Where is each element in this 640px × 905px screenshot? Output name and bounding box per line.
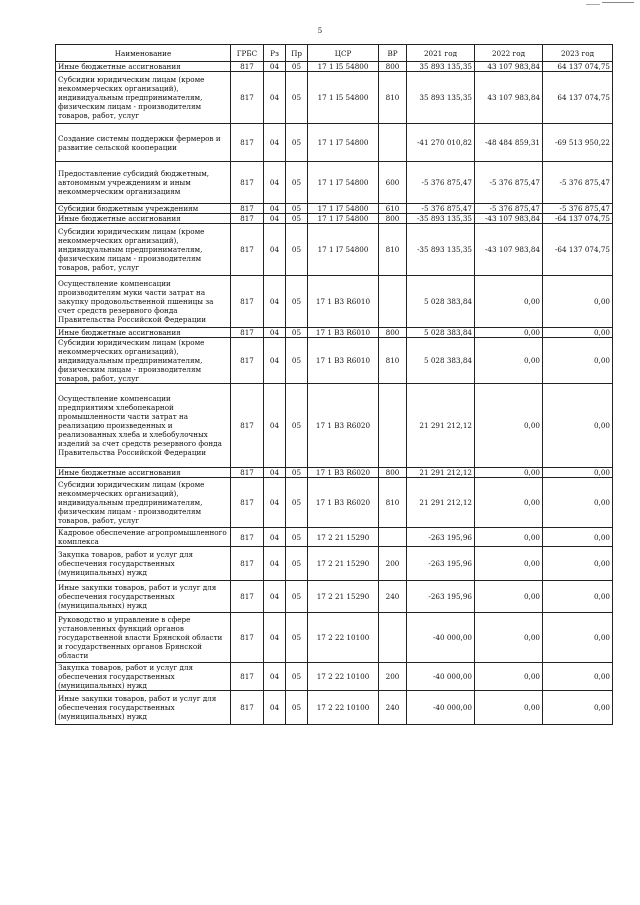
table-row (56, 581, 613, 613)
cell-y2023: 0,00 (543, 384, 613, 468)
cell-y2023: -64 137 074,75 (543, 214, 613, 224)
cell-rz: 04 (264, 613, 286, 663)
cell-y2023: 0,00 (543, 613, 613, 663)
cell-name: Субсидии бюджетным учреждениям (56, 204, 231, 214)
cell-csr: 17 2 21 15290 (308, 547, 379, 581)
table-row (56, 384, 613, 468)
cell-pr: 05 (286, 224, 308, 276)
table-row (56, 214, 613, 224)
cell-y2022: 0,00 (475, 528, 543, 547)
cell-y2023: 0,00 (543, 468, 613, 478)
cell-vr (379, 528, 407, 547)
col-header-2021: 2021 год (407, 45, 475, 62)
cell-y2021: 35 893 135,35 (407, 62, 475, 72)
cell-vr (379, 276, 407, 328)
cell-csr: 17 2 21 15290 (308, 581, 379, 613)
cell-grbs: 817 (231, 478, 264, 528)
cell-y2022: 0,00 (475, 581, 543, 613)
table-row (56, 328, 613, 338)
cell-y2022: 0,00 (475, 384, 543, 468)
cell-y2022: 0,00 (475, 338, 543, 384)
cell-vr: 810 (379, 224, 407, 276)
cell-rz: 04 (264, 468, 286, 478)
cell-y2021: -5 376 875,47 (407, 162, 475, 204)
cell-name: Иные закупки товаров, работ и услуг для обеспечения государственных (муниципальных) нужд (56, 691, 231, 725)
cell-y2023: 0,00 (543, 338, 613, 384)
cell-y2022: 0,00 (475, 328, 543, 338)
cell-vr: 200 (379, 663, 407, 691)
cell-y2021: 5 028 383,84 (407, 338, 475, 384)
cell-name: Закупка товаров, работ и услуг для обеспечения государственных (муниципальных) нужд (56, 663, 231, 691)
table-row (56, 528, 613, 547)
cell-y2021: -35 893 135,35 (407, 224, 475, 276)
cell-y2023: 0,00 (543, 276, 613, 328)
cell-rz: 04 (264, 663, 286, 691)
cell-csr: 17 1 I7 54800 (308, 162, 379, 204)
cell-name: Создание системы поддержки фермеров и развитие сельской кооперации (56, 124, 231, 162)
cell-pr: 05 (286, 547, 308, 581)
cell-y2023: 0,00 (543, 691, 613, 725)
cell-y2022: 43 107 983,84 (475, 72, 543, 124)
cell-csr: 17 1 В3 R6020 (308, 468, 379, 478)
table-row (56, 338, 613, 384)
cell-rz: 04 (264, 478, 286, 528)
cell-y2023: -5 376 875,47 (543, 204, 613, 214)
table-header-row (56, 45, 613, 62)
table-row (56, 162, 613, 204)
table-row (56, 276, 613, 328)
budget-table (55, 44, 613, 725)
cell-grbs: 817 (231, 338, 264, 384)
cell-rz: 04 (264, 214, 286, 224)
cell-vr: 800 (379, 328, 407, 338)
cell-grbs: 817 (231, 468, 264, 478)
cell-y2022: 0,00 (475, 691, 543, 725)
cell-csr: 17 1 В3 R6010 (308, 276, 379, 328)
cell-grbs: 817 (231, 204, 264, 214)
cell-csr: 17 1 I7 54800 (308, 204, 379, 214)
cell-csr: 17 2 21 15290 (308, 528, 379, 547)
cell-csr: 17 1 В3 R6010 (308, 328, 379, 338)
table-row (56, 204, 613, 214)
cell-rz: 04 (264, 204, 286, 214)
col-header-vr: ВР (379, 45, 407, 62)
cell-y2023: 0,00 (543, 528, 613, 547)
cell-name: Предоставление субсидий бюджетным, автономным учреждениям и иным некоммерческим организациям (56, 162, 231, 204)
cell-csr: 17 1 В3 R6020 (308, 384, 379, 468)
cell-y2023: 0,00 (543, 547, 613, 581)
cell-y2022: 43 107 983,84 (475, 62, 543, 72)
cell-y2023: 0,00 (543, 663, 613, 691)
cell-rz: 04 (264, 528, 286, 547)
cell-y2022: -48 484 859,31 (475, 124, 543, 162)
cell-y2021: -5 376 875,47 (407, 204, 475, 214)
scan-mark (586, 4, 600, 5)
table-row (56, 478, 613, 528)
table-row (56, 663, 613, 691)
cell-y2021: -40 000,00 (407, 613, 475, 663)
cell-rz: 04 (264, 276, 286, 328)
cell-pr: 05 (286, 468, 308, 478)
cell-grbs: 817 (231, 528, 264, 547)
cell-vr (379, 124, 407, 162)
cell-vr: 810 (379, 72, 407, 124)
cell-rz: 04 (264, 581, 286, 613)
cell-vr: 200 (379, 547, 407, 581)
cell-grbs: 817 (231, 328, 264, 338)
cell-grbs: 817 (231, 72, 264, 124)
cell-name: Осуществление компенсации предприятиям хлебопекарной промышленности части затрат на реализацию произведенных и реализованных хлеба и хлебобулочных изделий за счет средств резервного фонда Правительства Российской Федерации (56, 384, 231, 468)
cell-grbs: 817 (231, 62, 264, 72)
table-row (56, 124, 613, 162)
cell-rz: 04 (264, 328, 286, 338)
cell-grbs: 817 (231, 224, 264, 276)
cell-pr: 05 (286, 276, 308, 328)
cell-vr: 240 (379, 691, 407, 725)
cell-pr: 05 (286, 162, 308, 204)
cell-rz: 04 (264, 72, 286, 124)
cell-grbs: 817 (231, 613, 264, 663)
cell-rz: 04 (264, 224, 286, 276)
cell-csr: 17 1 I5 54800 (308, 72, 379, 124)
cell-y2021: -41 270 010,82 (407, 124, 475, 162)
table-row (56, 547, 613, 581)
cell-vr: 800 (379, 468, 407, 478)
cell-y2021: -40 000,00 (407, 691, 475, 725)
cell-name: Субсидии юридическим лицам (кроме некоммерческих организаций), индивидуальным предпринимателям, физическим лицам - производителям товаров, работ, услуг (56, 224, 231, 276)
col-header-2023: 2023 год (543, 45, 613, 62)
cell-name: Иные бюджетные ассигнования (56, 468, 231, 478)
cell-pr: 05 (286, 384, 308, 468)
table-row (56, 613, 613, 663)
cell-grbs: 817 (231, 162, 264, 204)
cell-y2023: -69 513 950,22 (543, 124, 613, 162)
cell-y2023: 64 137 074,75 (543, 72, 613, 124)
cell-grbs: 817 (231, 124, 264, 162)
table-row (56, 62, 613, 72)
cell-csr: 17 1 I7 54800 (308, 224, 379, 276)
cell-pr: 05 (286, 328, 308, 338)
col-header-pr: Пр (286, 45, 308, 62)
cell-y2023: 64 137 074,75 (543, 62, 613, 72)
cell-pr: 05 (286, 478, 308, 528)
cell-y2021: 21 291 212,12 (407, 384, 475, 468)
cell-csr: 17 2 22 10100 (308, 691, 379, 725)
cell-csr: 17 1 I7 54800 (308, 124, 379, 162)
col-header-2022: 2022 год (475, 45, 543, 62)
cell-pr: 05 (286, 62, 308, 72)
cell-grbs: 817 (231, 691, 264, 725)
table-row (56, 72, 613, 124)
cell-csr: 17 2 22 10100 (308, 613, 379, 663)
cell-y2022: 0,00 (475, 478, 543, 528)
cell-vr: 810 (379, 338, 407, 384)
cell-name: Закупка товаров, работ и услуг для обеспечения государственных (муниципальных) нужд (56, 547, 231, 581)
col-header-grbs: ГРБС (231, 45, 264, 62)
cell-vr (379, 384, 407, 468)
cell-name: Иные бюджетные ассигнования (56, 62, 231, 72)
cell-vr: 610 (379, 204, 407, 214)
cell-y2022: -5 376 875,47 (475, 204, 543, 214)
table-row (56, 224, 613, 276)
col-header-rz: Рз (264, 45, 286, 62)
cell-grbs: 817 (231, 663, 264, 691)
cell-grbs: 817 (231, 581, 264, 613)
cell-name: Кадровое обеспечение агропромышленного комплекса (56, 528, 231, 547)
cell-pr: 05 (286, 72, 308, 124)
cell-vr: 240 (379, 581, 407, 613)
cell-name: Иные бюджетные ассигнования (56, 328, 231, 338)
cell-name: Иные закупки товаров, работ и услуг для обеспечения государственных (муниципальных) нужд (56, 581, 231, 613)
cell-y2021: -263 195,96 (407, 528, 475, 547)
cell-y2022: 0,00 (475, 547, 543, 581)
cell-csr: 17 1 В3 R6020 (308, 478, 379, 528)
cell-grbs: 817 (231, 547, 264, 581)
cell-name: Иные бюджетные ассигнования (56, 214, 231, 224)
cell-grbs: 817 (231, 384, 264, 468)
cell-y2023: 0,00 (543, 581, 613, 613)
cell-y2022: 0,00 (475, 468, 543, 478)
cell-rz: 04 (264, 691, 286, 725)
cell-rz: 04 (264, 162, 286, 204)
col-header-name: Наименование (56, 45, 231, 62)
cell-y2023: -64 137 074,75 (543, 224, 613, 276)
cell-name: Субсидии юридическим лицам (кроме некоммерческих организаций), индивидуальным предпринимателям, физическим лицам - производителям товаров, работ, услуг (56, 338, 231, 384)
cell-grbs: 817 (231, 214, 264, 224)
cell-y2022: 0,00 (475, 663, 543, 691)
cell-name: Осуществление компенсации производителям муки части затрат на закупку продовольственной пшеницы за счет средств резервного фонда Правительства Российской Федерации (56, 276, 231, 328)
cell-y2021: -263 195,96 (407, 581, 475, 613)
cell-y2022: -43 107 983,84 (475, 214, 543, 224)
cell-y2021: 21 291 212,12 (407, 468, 475, 478)
cell-y2021: 21 291 212,12 (407, 478, 475, 528)
cell-y2023: -5 376 875,47 (543, 162, 613, 204)
cell-rz: 04 (264, 384, 286, 468)
cell-pr: 05 (286, 528, 308, 547)
cell-y2022: -5 376 875,47 (475, 162, 543, 204)
cell-pr: 05 (286, 214, 308, 224)
cell-pr: 05 (286, 613, 308, 663)
cell-rz: 04 (264, 124, 286, 162)
cell-pr: 05 (286, 663, 308, 691)
table-row (56, 691, 613, 725)
cell-y2021: 5 028 383,84 (407, 328, 475, 338)
cell-vr: 600 (379, 162, 407, 204)
page-number: 5 (317, 27, 323, 35)
cell-csr: 17 1 I5 54800 (308, 62, 379, 72)
cell-vr: 800 (379, 214, 407, 224)
cell-csr: 17 1 I7 54800 (308, 214, 379, 224)
cell-pr: 05 (286, 338, 308, 384)
cell-y2021: -40 000,00 (407, 663, 475, 691)
cell-grbs: 817 (231, 276, 264, 328)
scan-mark (602, 2, 634, 3)
col-header-csr: ЦСР (308, 45, 379, 62)
cell-pr: 05 (286, 204, 308, 214)
cell-name: Субсидии юридическим лицам (кроме некоммерческих организаций), индивидуальным предпринимателям, физическим лицам - производителям товаров, работ, услуг (56, 72, 231, 124)
cell-vr (379, 613, 407, 663)
cell-pr: 05 (286, 124, 308, 162)
cell-rz: 04 (264, 338, 286, 384)
cell-y2022: 0,00 (475, 276, 543, 328)
cell-pr: 05 (286, 581, 308, 613)
cell-y2022: 0,00 (475, 613, 543, 663)
cell-vr: 800 (379, 62, 407, 72)
cell-y2021: -263 195,96 (407, 547, 475, 581)
table-row (56, 468, 613, 478)
cell-y2021: 35 893 135,35 (407, 72, 475, 124)
cell-csr: 17 1 В3 R6010 (308, 338, 379, 384)
cell-csr: 17 2 22 10100 (308, 663, 379, 691)
cell-pr: 05 (286, 691, 308, 725)
cell-rz: 04 (264, 547, 286, 581)
cell-name: Субсидии юридическим лицам (кроме некоммерческих организаций), индивидуальным предпринимателям, физическим лицам - производителям товаров, работ, услуг (56, 478, 231, 528)
cell-rz: 04 (264, 62, 286, 72)
cell-vr: 810 (379, 478, 407, 528)
cell-name: Руководство и управление в сфере установленных функций органов государственной власти Брянской области и государственных органов Брянской области (56, 613, 231, 663)
cell-y2021: 5 028 383,84 (407, 276, 475, 328)
cell-y2021: -35 893 135,35 (407, 214, 475, 224)
cell-y2023: 0,00 (543, 328, 613, 338)
cell-y2022: -43 107 983,84 (475, 224, 543, 276)
cell-y2023: 0,00 (543, 478, 613, 528)
